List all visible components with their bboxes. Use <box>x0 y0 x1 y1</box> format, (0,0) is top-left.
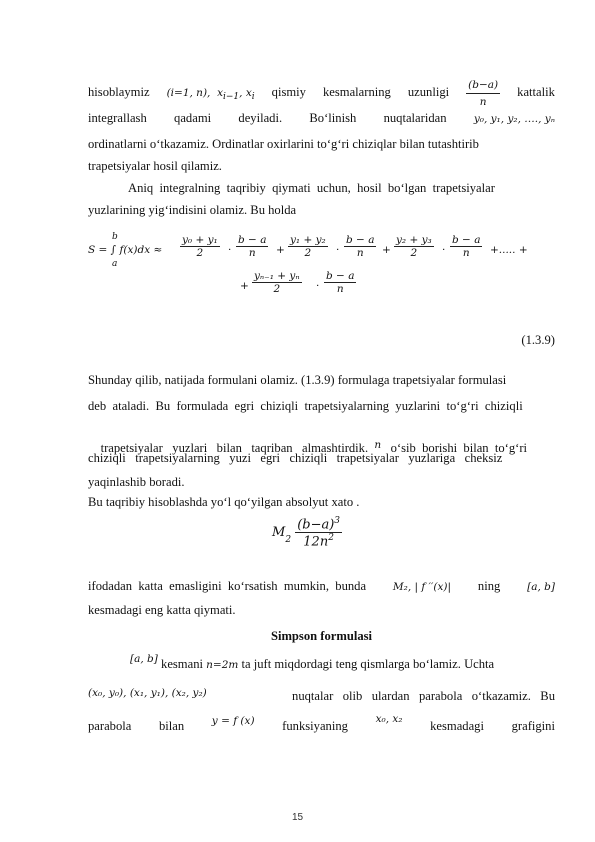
equation-number: (1.3.9) <box>521 333 555 347</box>
text-line: ifodadan katta emasligini ko‘rsatish mumkin, bunda M₂, | f ′′(x)| ning [a, b] <box>88 579 555 593</box>
fraction: $\frac{\text{y₀ + y₁}}{2}$ <box>182 234 218 259</box>
word: uzunligi <box>407 85 450 99</box>
math-interval-endpoints: x₀, x₂ <box>375 713 403 725</box>
text-line-3: ordinatlarni o‘tkazamiz. Ordinatlar oxirlarini to‘g‘ri chiziqlar bilan tutashtirib <box>88 137 479 151</box>
word: nuqtalaridan <box>383 111 447 125</box>
word: kattalik <box>517 85 555 99</box>
integral-upper-limit: b <box>112 232 118 242</box>
fraction: $\frac{b - a}{n}$ <box>238 234 267 259</box>
fraction: $\frac{b - a}{n}$ <box>346 234 375 259</box>
word: integrallash <box>88 111 147 125</box>
math-points: (x₀, y₀), (x₁, y₁), (x₂, y₂) <box>88 687 207 699</box>
trapezoid-formula-line2: + $\frac{\text{yₙ₋₁ + yₙ}}{2}$ · $\frac{b - a}{n}$ <box>240 270 355 295</box>
text-line: deb ataladi. Bu formulada egri chiziqli trapetsiyalarning yuzlarini to‘g‘ri chiziqli <box>88 399 523 413</box>
text-line-5: Aniq integralning taqribiy qiymati uchun, hosil bo‘lgan trapetsiyalar <box>128 181 495 195</box>
math-second-derivative: M₂, | f ′′(x)| <box>392 581 452 593</box>
math-ordinates: y₀, y₁, y₂, …., yₙ <box>473 113 555 125</box>
fraction: $\frac{\text{y₂ + y₃}}{2}$ <box>396 234 432 259</box>
fraction: $\frac{\text{y₁ + y₂}}{2}$ <box>290 234 326 259</box>
formula-lhs: S = ∫ f(x)dx ≈ <box>88 244 163 256</box>
fraction: $\frac{b - a}{n}$ <box>326 270 355 295</box>
text-line: kesmadagi eng katta qiymati. <box>88 603 236 617</box>
fraction: $\frac{b - a}{n}$ <box>452 234 481 259</box>
math-fraction-step: $\frac{(b-a)}{n}$ <box>468 79 499 108</box>
word: hisoblaymiz <box>88 85 150 99</box>
text-line-2 <box>88 110 555 127</box>
word: Bo‘linish <box>309 111 357 125</box>
text-line: [a, b] kesmani n=2m ta juft miqdordagi teng qismlarga bo‘lamiz. Uchta <box>130 653 495 671</box>
math-function: y = f (x) <box>211 715 255 727</box>
math-index-range: (i=1, n), $x_{i-1}$, $x_i$ <box>166 87 255 103</box>
formula-ellipsis: +..... + <box>490 244 528 256</box>
page-number: 15 <box>291 812 304 823</box>
math-interval: [a, b] <box>527 581 555 593</box>
text-line: trapetsiyalar yuzlari bilan taqriban almashtirdik. $^n$ o‘sib borishi bilan to‘g‘ri <box>100 439 528 455</box>
text-line: parabola bilan y = f (x) funksiyaning x₀, x₂ kesmadagi grafigini <box>88 713 555 733</box>
word: deyiladi. <box>238 111 283 125</box>
integral-lower-limit: a <box>112 259 118 269</box>
word: kesmalarning <box>322 85 391 99</box>
text-line: (x₀, y₀), (x₁, y₁), (x₂, y₂) nuqtalar olib ulardan parabola o‘tkazamiz. Bu <box>88 687 555 703</box>
error-bound-formula: $M_2$ $\frac{(b-a)^3}{12n^2}$ <box>272 516 341 550</box>
word: qadami <box>174 111 212 125</box>
text-line-4: trapetsiyalar hosil qilamiz. <box>88 159 222 173</box>
text-line: Shunday qilib, natijada formulani olamiz. (1.3.9) formulaga trapetsiyalar formulasi <box>88 373 507 387</box>
word: qismiy <box>271 85 306 99</box>
text-line: Bu taqribiy hisoblashda yo‘l qo‘yilgan absolyut xato . <box>88 495 360 509</box>
fraction: $\frac{\text{yₙ₋₁ + yₙ}}{2}$ <box>254 270 300 295</box>
section-heading: Simpson formulasi <box>270 629 373 643</box>
text-line: yaqinlashib boradi. <box>88 475 185 489</box>
text-line-6: yuzlarining yig‘indisini olamiz. Bu holda <box>88 203 297 217</box>
text-line: chiziqli trapetsiyalarning yuzi egri chiziqli trapetsiyalar yuzlariga cheksiz <box>88 451 503 465</box>
trapezoid-formula: S = ∫ f(x)dx ≈ b a $\frac{\text{y₀ + y₁}}{2}$ · $\frac{b - a}{n}$ + $\frac{\text{y₁ + y₂}}{2}$ · $\frac{b - a}{n}$ + $\frac{\text{y₂ + y₃}}{2}$ · $\frac{b - a}{n}$ +..... + <box>88 232 528 269</box>
